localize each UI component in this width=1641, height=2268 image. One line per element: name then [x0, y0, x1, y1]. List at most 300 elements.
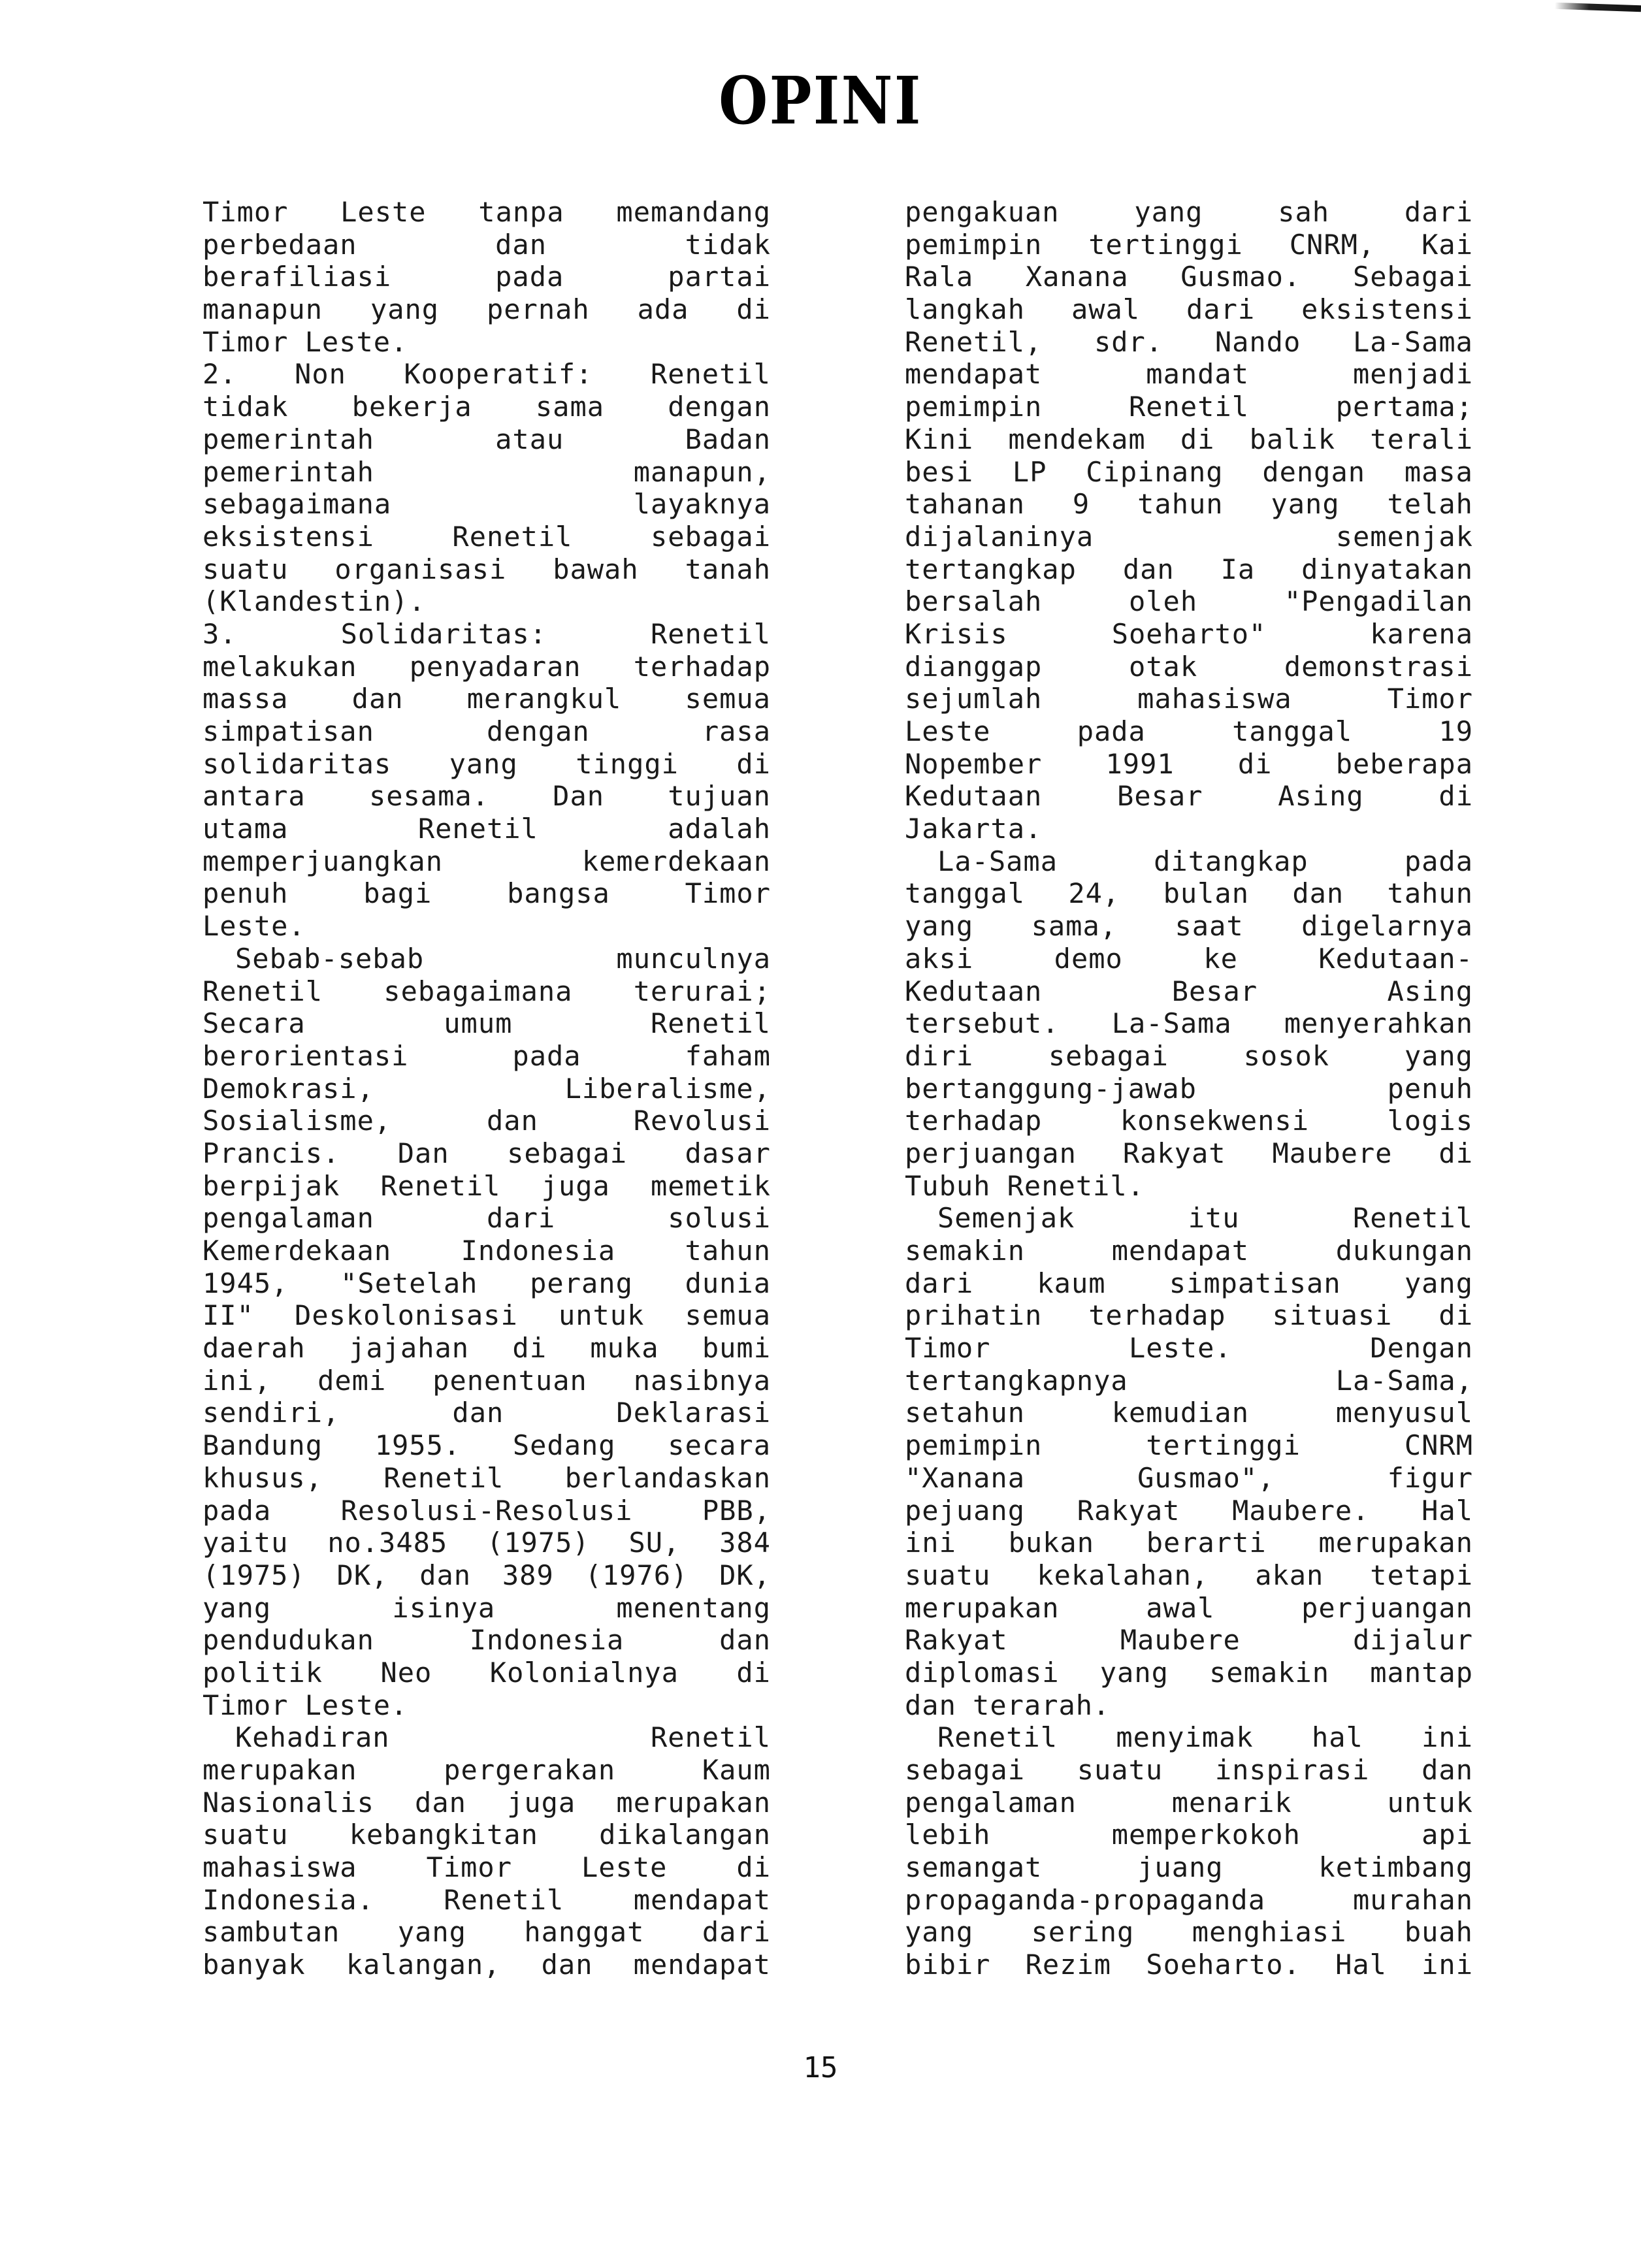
text-line: [203, 456, 771, 489]
word: 2.: [203, 358, 237, 391]
word: no.3485: [327, 1527, 448, 1559]
word: kekalahan,: [1037, 1559, 1209, 1591]
word: dunia: [685, 1267, 771, 1299]
word: Dan: [397, 1137, 449, 1169]
word: mantap: [1370, 1656, 1473, 1689]
word: tanpa: [478, 196, 564, 228]
word: nasibnya: [633, 1364, 771, 1397]
word: Gusmao.: [1180, 261, 1301, 293]
word: tertangkapnya: [905, 1364, 1128, 1397]
word: "Xanana: [905, 1461, 1026, 1494]
word: Sosialisme,: [203, 1105, 392, 1137]
text-line: [203, 196, 771, 229]
text-line: [905, 910, 1473, 943]
text-line: [905, 456, 1473, 489]
text-line: [905, 651, 1473, 683]
text-line: [905, 1592, 1473, 1625]
word: terhadap: [1088, 1299, 1226, 1332]
word: berlandaskan: [564, 1461, 771, 1494]
word: terurai;: [633, 975, 771, 1007]
word: Prancis.: [203, 1137, 340, 1169]
word: kalangan,: [346, 1949, 501, 1981]
word: diplomasi: [905, 1656, 1060, 1689]
text-line: [203, 1884, 771, 1917]
word: terhadap: [905, 1105, 1043, 1137]
word: inspirasi: [1214, 1754, 1370, 1786]
text-line: [203, 1721, 771, 1754]
word: dinyatakan: [1301, 553, 1473, 585]
word: Liberalisme,: [564, 1072, 771, 1105]
word: menyimak: [1116, 1721, 1254, 1754]
word: suatu: [1077, 1754, 1163, 1786]
word: sambutan: [203, 1916, 340, 1949]
word: layaknya: [633, 488, 771, 521]
word: Gusmao",: [1137, 1461, 1275, 1494]
word: propaganda-propaganda: [905, 1883, 1266, 1916]
text-line: [203, 1689, 771, 1722]
word: Dengan: [1370, 1332, 1473, 1365]
word: pejuang: [905, 1494, 1026, 1527]
word: Leste: [340, 196, 427, 228]
word: Timor: [203, 1689, 289, 1721]
word: Kaum: [702, 1754, 771, 1786]
word: menyerahkan: [1284, 1007, 1473, 1040]
word: bagi: [363, 877, 432, 910]
word: dengan: [487, 715, 590, 747]
word: eksistensi: [203, 520, 374, 553]
word: Renetil: [383, 1461, 504, 1494]
text-line: [203, 1105, 771, 1137]
word: di: [736, 293, 771, 326]
word: Asing: [1387, 975, 1473, 1007]
word: Timor: [203, 325, 289, 358]
word: Deklarasi: [616, 1397, 771, 1429]
word: Rala: [905, 261, 974, 293]
word: dan: [495, 228, 547, 261]
text-line: [905, 1332, 1473, 1365]
word: daerah: [203, 1332, 306, 1365]
word: aksi: [905, 942, 974, 975]
word: bangsa: [507, 877, 610, 910]
word: Tubuh: [905, 1169, 991, 1202]
word: sejumlah: [905, 683, 1043, 715]
word: bertanggung-jawab: [905, 1072, 1197, 1105]
word: pengalaman: [203, 1202, 374, 1235]
word: SU,: [628, 1527, 681, 1559]
word: tahun: [1137, 488, 1224, 521]
text-line: [905, 1657, 1473, 1689]
word: pertama;: [1335, 391, 1473, 423]
word: CNRM,: [1289, 228, 1376, 261]
text-line: [905, 618, 1473, 651]
word: sebagai: [1048, 1039, 1169, 1072]
word: La-Sama: [1111, 1007, 1232, 1040]
text-line: [203, 618, 771, 651]
word: tahanan: [905, 488, 1026, 521]
word: di: [736, 1656, 771, 1689]
word: berarti: [1146, 1527, 1267, 1559]
word: mendapat: [1111, 1235, 1249, 1267]
word: dianggap: [905, 650, 1043, 683]
text-line: [905, 1267, 1473, 1300]
word: yang: [1271, 488, 1340, 521]
word: dan: [487, 1105, 538, 1137]
word: Indonesia.: [203, 1883, 374, 1916]
word: dari: [702, 1916, 771, 1949]
word: Kehadiran: [235, 1721, 390, 1754]
word: Timor: [685, 877, 771, 910]
word: 1955.: [374, 1429, 461, 1462]
word: Leste.: [304, 1689, 408, 1721]
word: eksistensi: [1301, 293, 1473, 326]
text-line: [905, 975, 1473, 1008]
word: Kedutaan: [905, 975, 1043, 1007]
word: pemimpin: [905, 1429, 1043, 1462]
word: Sebab-sebab: [235, 942, 425, 975]
word: Solidaritas:: [340, 617, 547, 650]
word: sebagai: [905, 1754, 1026, 1786]
word: Ia: [1220, 553, 1256, 585]
text-line: [905, 1137, 1473, 1170]
word: tujuan: [668, 780, 771, 813]
text-line: [203, 1267, 771, 1300]
word: umum: [444, 1007, 513, 1040]
word: dijalur: [1352, 1624, 1473, 1657]
word: terarah.: [973, 1689, 1111, 1721]
word: pengalaman: [905, 1786, 1077, 1819]
word: semua: [685, 1299, 771, 1332]
text-line: [905, 748, 1473, 781]
word: sama: [535, 391, 605, 423]
text-line: [905, 1170, 1473, 1203]
word: semakin: [1209, 1656, 1330, 1689]
word: Leste.: [304, 325, 408, 358]
text-line: [905, 1202, 1473, 1235]
word: mendapat: [905, 358, 1043, 391]
text-line: [203, 651, 771, 683]
word: Timor: [905, 1332, 991, 1365]
text-line: [203, 1527, 771, 1559]
word: Kedutaan: [905, 780, 1043, 813]
word: konsekwensi: [1120, 1105, 1309, 1137]
word: Maubere: [1120, 1624, 1241, 1657]
word: diri: [905, 1039, 974, 1072]
word: Secara: [203, 1007, 306, 1040]
word: menyusul: [1335, 1397, 1473, 1429]
word: bibir: [905, 1949, 991, 1981]
word: munculnya: [616, 942, 771, 975]
word: otak: [1128, 650, 1198, 683]
word: Sebagai: [1352, 261, 1473, 293]
text-line: [905, 877, 1473, 910]
word: semangat: [905, 1851, 1043, 1884]
word: di: [1438, 780, 1473, 813]
word: muka: [590, 1332, 659, 1365]
word: setahun: [905, 1397, 1026, 1429]
text-line: [905, 715, 1473, 748]
word: murahan: [1352, 1883, 1473, 1916]
text-line: [905, 1527, 1473, 1559]
text-line: [203, 1073, 771, 1105]
text-line: [905, 521, 1473, 553]
word: Kolonialnya: [489, 1656, 679, 1689]
text-line: [203, 1657, 771, 1689]
word: Indonesia: [469, 1624, 625, 1657]
word: dengan: [1262, 455, 1366, 488]
word: tertinggi: [1146, 1429, 1301, 1462]
text-line: [905, 229, 1473, 261]
word: yang: [397, 1916, 466, 1949]
word: kemudian: [1111, 1397, 1249, 1429]
word: Jakarta.: [905, 813, 1043, 845]
text-line: [905, 1787, 1473, 1819]
word: penuh: [203, 877, 289, 910]
word: pemerintah: [203, 455, 374, 488]
text-line: [203, 1851, 771, 1884]
word: Revolusi: [633, 1105, 771, 1137]
word: pemimpin: [905, 391, 1043, 423]
word: DK,: [719, 1559, 771, 1591]
word: Kemerdekaan: [203, 1235, 392, 1267]
text-line: [905, 488, 1473, 521]
word: Timor: [426, 1851, 512, 1884]
word: dijalaninya: [905, 520, 1094, 553]
word: tahun: [1387, 877, 1473, 910]
text-line: [203, 1007, 771, 1040]
word: yang: [1134, 196, 1203, 228]
word: menentang: [616, 1591, 771, 1624]
word: 9: [1072, 488, 1090, 521]
text-line: [905, 943, 1473, 975]
word: sebagai: [507, 1137, 628, 1169]
word: Besar: [1117, 780, 1203, 813]
word: untuk: [1387, 1786, 1473, 1819]
word: memperjuangkan: [203, 845, 444, 877]
word: ada: [637, 293, 689, 326]
word: merupakan: [1318, 1527, 1473, 1559]
word: balik: [1249, 423, 1336, 455]
word: Xanana: [1025, 261, 1129, 293]
word: sebagaimana: [203, 488, 392, 521]
text-line: [203, 910, 771, 943]
word: bulan: [1163, 877, 1249, 910]
text-line: [905, 780, 1473, 813]
word: isinya: [392, 1591, 496, 1624]
word: (1975): [486, 1527, 590, 1559]
word: ditangkap: [1154, 845, 1308, 877]
word: awal: [1146, 1591, 1215, 1624]
word: dasar: [685, 1137, 771, 1169]
word: prihatin: [905, 1299, 1043, 1332]
word: semakin: [905, 1235, 1026, 1267]
word: II": [203, 1299, 254, 1332]
word: ketimbang: [1318, 1851, 1473, 1884]
word: massa: [203, 683, 289, 715]
word: logis: [1387, 1105, 1473, 1137]
word: yang: [1099, 1656, 1169, 1689]
word: antara: [203, 780, 306, 813]
word: Semenjak: [937, 1202, 1075, 1235]
word: rasa: [702, 715, 771, 747]
word: tertinggi: [1088, 228, 1243, 261]
word: Non: [295, 358, 346, 391]
word: solidaritas: [203, 747, 392, 780]
text-line: [203, 585, 771, 618]
text-line: [203, 293, 771, 326]
word: demonstrasi: [1284, 650, 1473, 683]
word: api: [1422, 1819, 1473, 1851]
text-line: [905, 1073, 1473, 1105]
word: Renetil: [380, 1169, 501, 1202]
word: Soeharto": [1111, 617, 1267, 650]
text-line: [905, 1040, 1473, 1073]
word: yang: [1404, 1039, 1473, 1072]
word: penentuan: [432, 1364, 587, 1397]
word: Rakyat: [1077, 1494, 1180, 1527]
word: dari: [1404, 196, 1473, 228]
word: Asing: [1278, 780, 1364, 813]
word: Kedutaan-: [1318, 942, 1473, 975]
word: mahasiswa: [1137, 683, 1292, 715]
word: dari: [1186, 293, 1256, 326]
text-line: [203, 1170, 771, 1203]
word: 389: [502, 1559, 554, 1591]
word: sdr.: [1094, 325, 1163, 358]
word: yang: [203, 1591, 272, 1624]
word: tertangkap: [905, 553, 1077, 585]
word: menghiasi: [1192, 1916, 1347, 1949]
word: juga: [507, 1786, 576, 1819]
word: sah: [1278, 196, 1330, 228]
text-line: [203, 553, 771, 586]
text-line: [905, 813, 1473, 845]
word: juga: [541, 1169, 610, 1202]
word: pada: [495, 261, 564, 293]
word: tinggi: [576, 747, 679, 780]
word: Nopember: [905, 747, 1043, 780]
text-line: [203, 1949, 771, 1981]
text-line: [203, 1332, 771, 1365]
text-line: [905, 1884, 1473, 1917]
word: pada: [203, 1494, 272, 1527]
word: figur: [1387, 1461, 1473, 1494]
word: pemimpin: [905, 228, 1043, 261]
word: Neo: [380, 1656, 432, 1689]
word: dan: [351, 683, 404, 715]
word: melakukan: [203, 650, 357, 683]
word: sebagaimana: [383, 975, 573, 1007]
word: di: [1180, 423, 1215, 455]
word: untuk: [558, 1299, 645, 1332]
page-number: 15: [803, 2051, 838, 2084]
word: digelarnya: [1301, 910, 1473, 943]
word: mandat: [1146, 358, 1249, 391]
word: jajahan: [349, 1332, 470, 1365]
word: Kooperatif:: [404, 358, 593, 391]
scan-artifact: [1555, 3, 1641, 12]
text-line: [203, 261, 771, 293]
word: La-Sama: [1352, 325, 1473, 358]
word: PBB,: [702, 1494, 771, 1527]
text-column-left: [203, 196, 771, 1981]
word: merupakan: [905, 1591, 1060, 1624]
text-line: [203, 1624, 771, 1657]
text-line: [203, 423, 771, 456]
word: tahun: [685, 1235, 771, 1267]
word: Nando: [1214, 325, 1301, 358]
word: DK,: [336, 1559, 389, 1591]
word: dengan: [668, 391, 771, 423]
word: menarik: [1171, 1786, 1292, 1819]
text-line: [905, 293, 1473, 326]
text-line: [203, 1559, 771, 1592]
text-line: [203, 1819, 771, 1851]
text-line: [905, 683, 1473, 715]
word: dan: [1122, 553, 1175, 585]
word: Renetil,: [905, 325, 1043, 358]
word: berorientasi: [203, 1039, 409, 1072]
word: yaitu: [203, 1527, 289, 1559]
word: (1976): [585, 1559, 689, 1591]
text-line: [905, 391, 1473, 423]
text-line: [203, 1787, 771, 1819]
word: faham: [685, 1039, 771, 1072]
word: manapun: [203, 293, 323, 326]
text-line: [905, 1397, 1473, 1429]
word: Renetil: [203, 975, 323, 1007]
word: dan: [541, 1949, 593, 1981]
word: Renetil: [650, 1721, 771, 1754]
text-column-right: [905, 196, 1473, 1981]
word: La-Sama: [937, 845, 1058, 877]
text-line: [905, 1721, 1473, 1754]
word: terhadap: [633, 650, 771, 683]
text-line: [203, 943, 771, 975]
word: utama: [203, 813, 289, 845]
text-line: [905, 1851, 1473, 1884]
word: ini: [905, 1527, 956, 1559]
word: dan: [719, 1624, 771, 1657]
word: yang: [449, 747, 518, 780]
word: tidak: [685, 228, 771, 261]
word: penuh: [1387, 1072, 1473, 1105]
word: yang: [370, 293, 440, 326]
text-line: [203, 1040, 771, 1073]
word: ini,: [203, 1364, 272, 1397]
word: Resolusi-Resolusi: [340, 1494, 633, 1527]
word: suatu: [203, 1819, 289, 1851]
word: dukungan: [1335, 1235, 1473, 1267]
text-line: [905, 261, 1473, 293]
text-line: [905, 1949, 1473, 1981]
text-line: [905, 1429, 1473, 1462]
word: terali: [1370, 423, 1473, 455]
word: dan: [905, 1689, 956, 1721]
word: Deskolonisasi: [295, 1299, 518, 1332]
word: Rakyat: [905, 1624, 1008, 1657]
word: perbedaan: [203, 228, 357, 261]
text-line: [203, 877, 771, 910]
word: masa: [1404, 455, 1473, 488]
text-line: [203, 1137, 771, 1170]
word: tetapi: [1370, 1559, 1473, 1591]
text-line: [203, 358, 771, 391]
text-line: [905, 1559, 1473, 1592]
word: Besar: [1171, 975, 1258, 1007]
word: tanggal: [905, 877, 1026, 910]
word: sering: [1031, 1916, 1135, 1949]
text-line: [905, 1299, 1473, 1332]
